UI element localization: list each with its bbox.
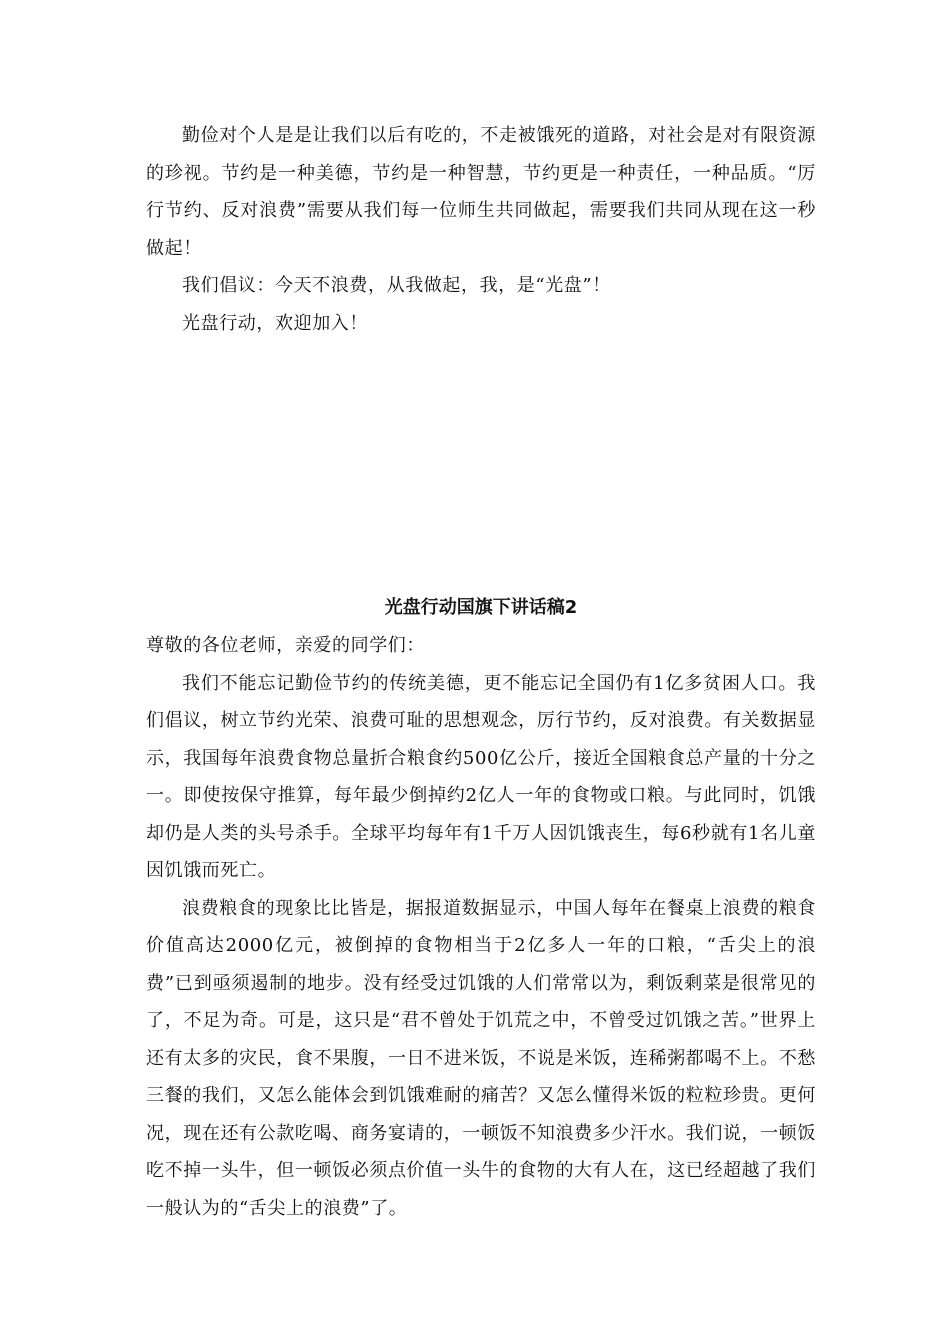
salutation: 尊敬的各位老师，亲爱的同学们： bbox=[146, 635, 425, 656]
speech-title: 光盘行动国旗下讲话稿2 bbox=[384, 597, 578, 618]
paragraph: 勤俭对个人是是让我们以后有吃的，不走被饿死的道路，对社会是对有限资源的珍视。节约是一种美德，节约是一种智慧，节约更是一种责任，一种品质。“厉行节约、反对浪费”需要从我们每一位师生共同做起，需要我们共同从现在这一秒做起！ bbox=[146, 125, 816, 259]
paragraph: 光盘行动，欢迎加入！ bbox=[182, 312, 368, 334]
paragraph: 我们倡议：今天不浪费，从我做起，我，是“光盘”！ bbox=[182, 275, 611, 296]
speech-section-1 bbox=[146, 117, 816, 342]
paragraph: 我们不能忘记勤俭节约的传统美德，更不能忘记全国仍有1亿多贫困人口。我们倡议，树立节约光荣、浪费可耻的思想观念，厉行节约，反对浪费。有关数据显示，我国每年浪费食物总量折合粮食约500亿公斤，接近全国粮食总产量的十分之一。即使按保守推算，每年最少倒掉约2亿人一年的食物或口粮。与此同时，饥饿却仍是人类的头号杀手。全球平均每年有1千万人因饥饿丧生，每6秒就有1名儿童因饥饿而死亡。 bbox=[146, 672, 816, 881]
speech-section-2 bbox=[146, 627, 816, 1227]
paragraph: 浪费粮食的现象比比皆是，据报道数据显示，中国人每年在餐桌上浪费的粮食价值高达2000亿元，被倒掉的食物相当于2亿多人一年的口粮，“舌尖上的浪费”已到亟须遏制的地步。没有经受过饥饿的人们常常以为，剩饭剩菜是很常见的了，不足为奇。可是，这只是“君不曾处于饥荒之中，不曾受过饥饿之苦。”世界上还有太多的灾民，食不果腹，一日不进米饭，不说是米饭，连稀粥都喝不上。不愁三餐的我们，又怎么能体会到饥饿难耐的痛苦？又怎么懂得米饭的粒粒珍贵。更何况，现在还有公款吃喝、商务宴请的，一顿饭不知浪费多少汗水。我们说，一顿饭吃不掉一头牛，但一顿饭必须点价值一头牛的食物的大有人在，这已经超越了我们一般认为的“舌尖上的浪费”了。 bbox=[146, 897, 816, 1219]
